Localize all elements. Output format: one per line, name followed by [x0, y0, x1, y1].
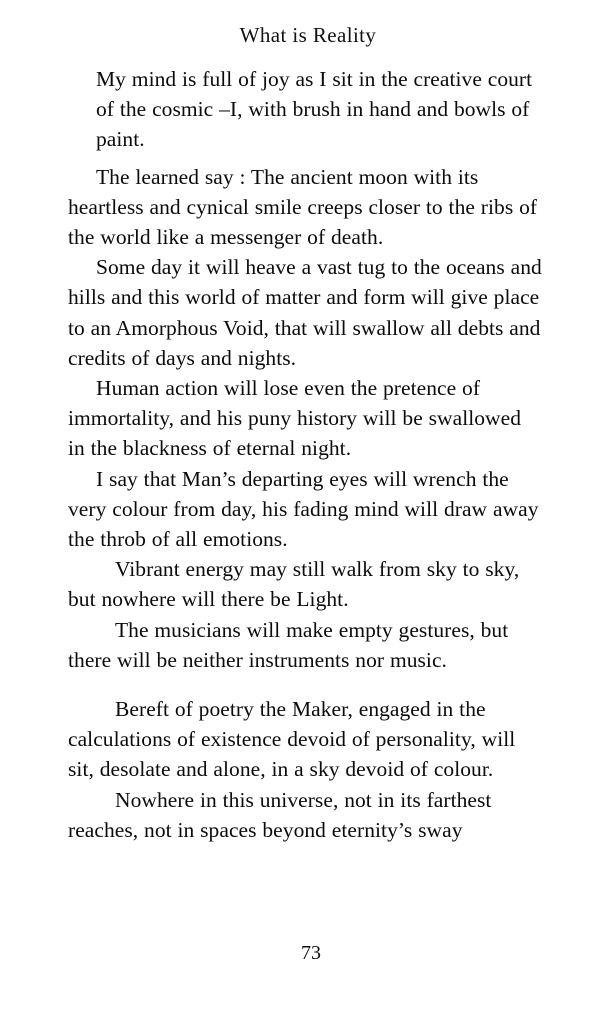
- paragraph: My mind is full of joy as I sit in the creative court of the cosmic –I, with brush in hand and bowls of paint.: [96, 67, 533, 152]
- page-body: [68, 64, 542, 845]
- paragraph: Bereft of poetry the Maker, engaged in the calculations of existence devoid of personality, will sit, desolate and alone, in a sky devoid of colour.: [68, 697, 516, 782]
- paragraph: The musicians will make empty gestures, but there will be neither instruments nor music.: [68, 617, 509, 672]
- paragraph: Human action will lose even the pretence of immortality, and his puny history will be swallowed in the blackness of eternal night.: [68, 376, 522, 461]
- page-number: 73: [301, 942, 321, 964]
- running-head: What is Reality: [239, 23, 377, 47]
- paragraph: Some day it will heave a vast tug to the oceans and hills and this world of matter and form will give place to an Amorphous Void, that will swallow all debts and credits of days and nights.: [68, 255, 542, 370]
- paragraph: The learned say : The ancient moon with its heartless and cynical smile creeps closer to the ribs of the world like a messenger of death.: [68, 164, 538, 250]
- paragraph: Vibrant energy may still walk from sky to sky, but nowhere will there be Light.: [68, 557, 520, 612]
- paragraph: I say that Man’s departing eyes will wrench the very colour from day, his fading mind will draw away the throb of all emotions.: [68, 466, 539, 552]
- paragraph: Nowhere in this universe, not in its farthest reaches, not in spaces beyond eternity’s sway: [68, 787, 492, 842]
